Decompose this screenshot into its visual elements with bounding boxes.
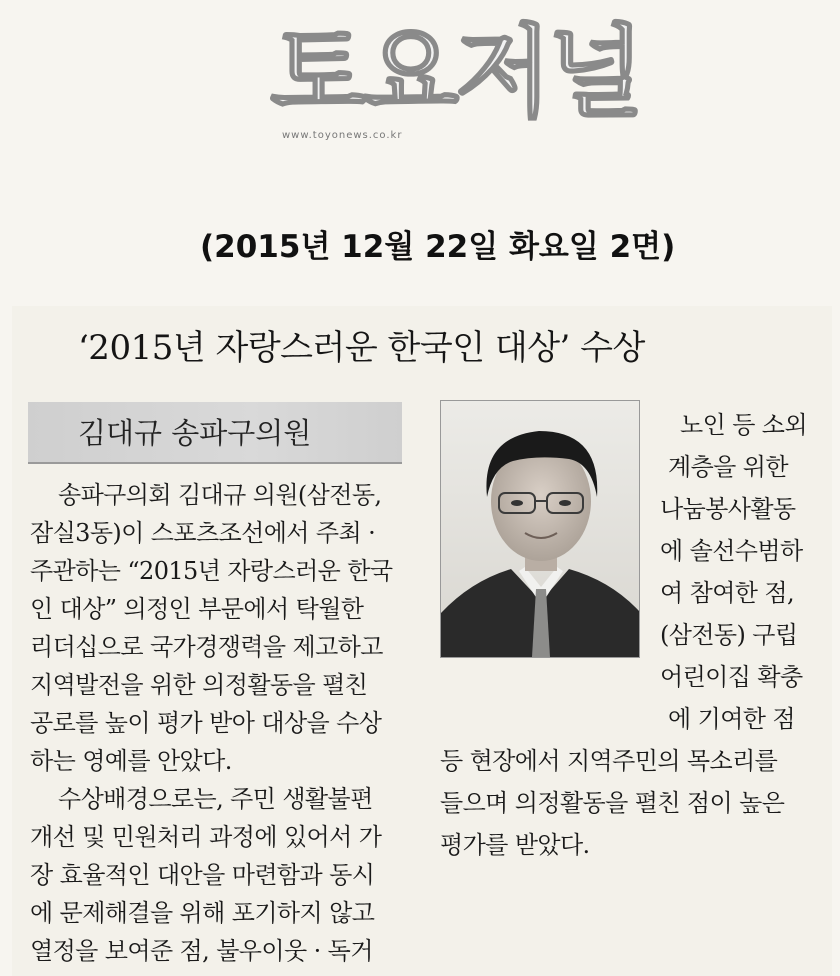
- body-line: 어린이집 확충: [660, 663, 803, 691]
- article-headline: ‘2015년 자랑스러운 한국인 대상’ 수상: [78, 328, 645, 368]
- body-line: 잠실3동)이 스포츠조선에서 주최 ·: [30, 519, 376, 547]
- body-line: 등 현장에서 지역주민의 목소리를: [440, 747, 778, 775]
- body-line: 열정을 보여준 점, 불우이웃 · 독거: [30, 937, 373, 965]
- body-line: 주관하는 “2015년 자랑스러운 한국: [30, 557, 393, 585]
- body-line: 인 대상” 의정인 부문에서 탁월한: [30, 595, 364, 623]
- body-line: 여 참여한 점,: [660, 579, 795, 607]
- body-line: (삼전동) 구립: [660, 621, 798, 649]
- body-line: 노인 등 소외: [680, 411, 807, 439]
- newspaper-logo: 토요저널: [270, 14, 641, 131]
- body-line: 수상배경으로는, 주민 생활불편: [58, 785, 373, 813]
- portrait-image: [441, 401, 639, 657]
- portrait-photo: [440, 400, 640, 658]
- body-line: 공로를 높이 평가 받아 대상을 수상: [30, 709, 382, 737]
- body-line: 나눔봉사활동: [660, 495, 796, 523]
- body-line: 장 효율적인 대안을 마련함과 동시: [30, 861, 375, 889]
- body-line: 에 기여한 점: [668, 705, 795, 733]
- dateline: (2015년 12월 22일 화요일 2면): [200, 229, 676, 265]
- body-line: 계층을 위한: [668, 453, 788, 481]
- body-line: 평가를 받았다.: [440, 831, 590, 859]
- masthead: [270, 14, 690, 141]
- body-line: 에 문제해결을 위해 포기하지 않고: [30, 899, 375, 927]
- body-line: 들으며 의정활동을 펼친 점이 높은: [440, 789, 785, 817]
- article-subhead-box: [28, 402, 402, 464]
- article-subhead: 김대규 송파구의원: [78, 416, 312, 450]
- body-line: 리더십으로 국가경쟁력을 제고하고: [30, 633, 383, 661]
- body-line: 하는 영예를 안았다.: [30, 747, 232, 775]
- body-line: 지역발전을 위한 의정활동을 펼친: [30, 671, 368, 699]
- body-line: 에 솔선수범하: [660, 537, 803, 565]
- newspaper-url: www.toyonews.co.kr: [282, 130, 403, 141]
- body-line: 송파구의회 김대규 의원(삼전동,: [58, 481, 382, 509]
- body-line: 개선 및 민원처리 과정에 있어서 가: [30, 823, 382, 851]
